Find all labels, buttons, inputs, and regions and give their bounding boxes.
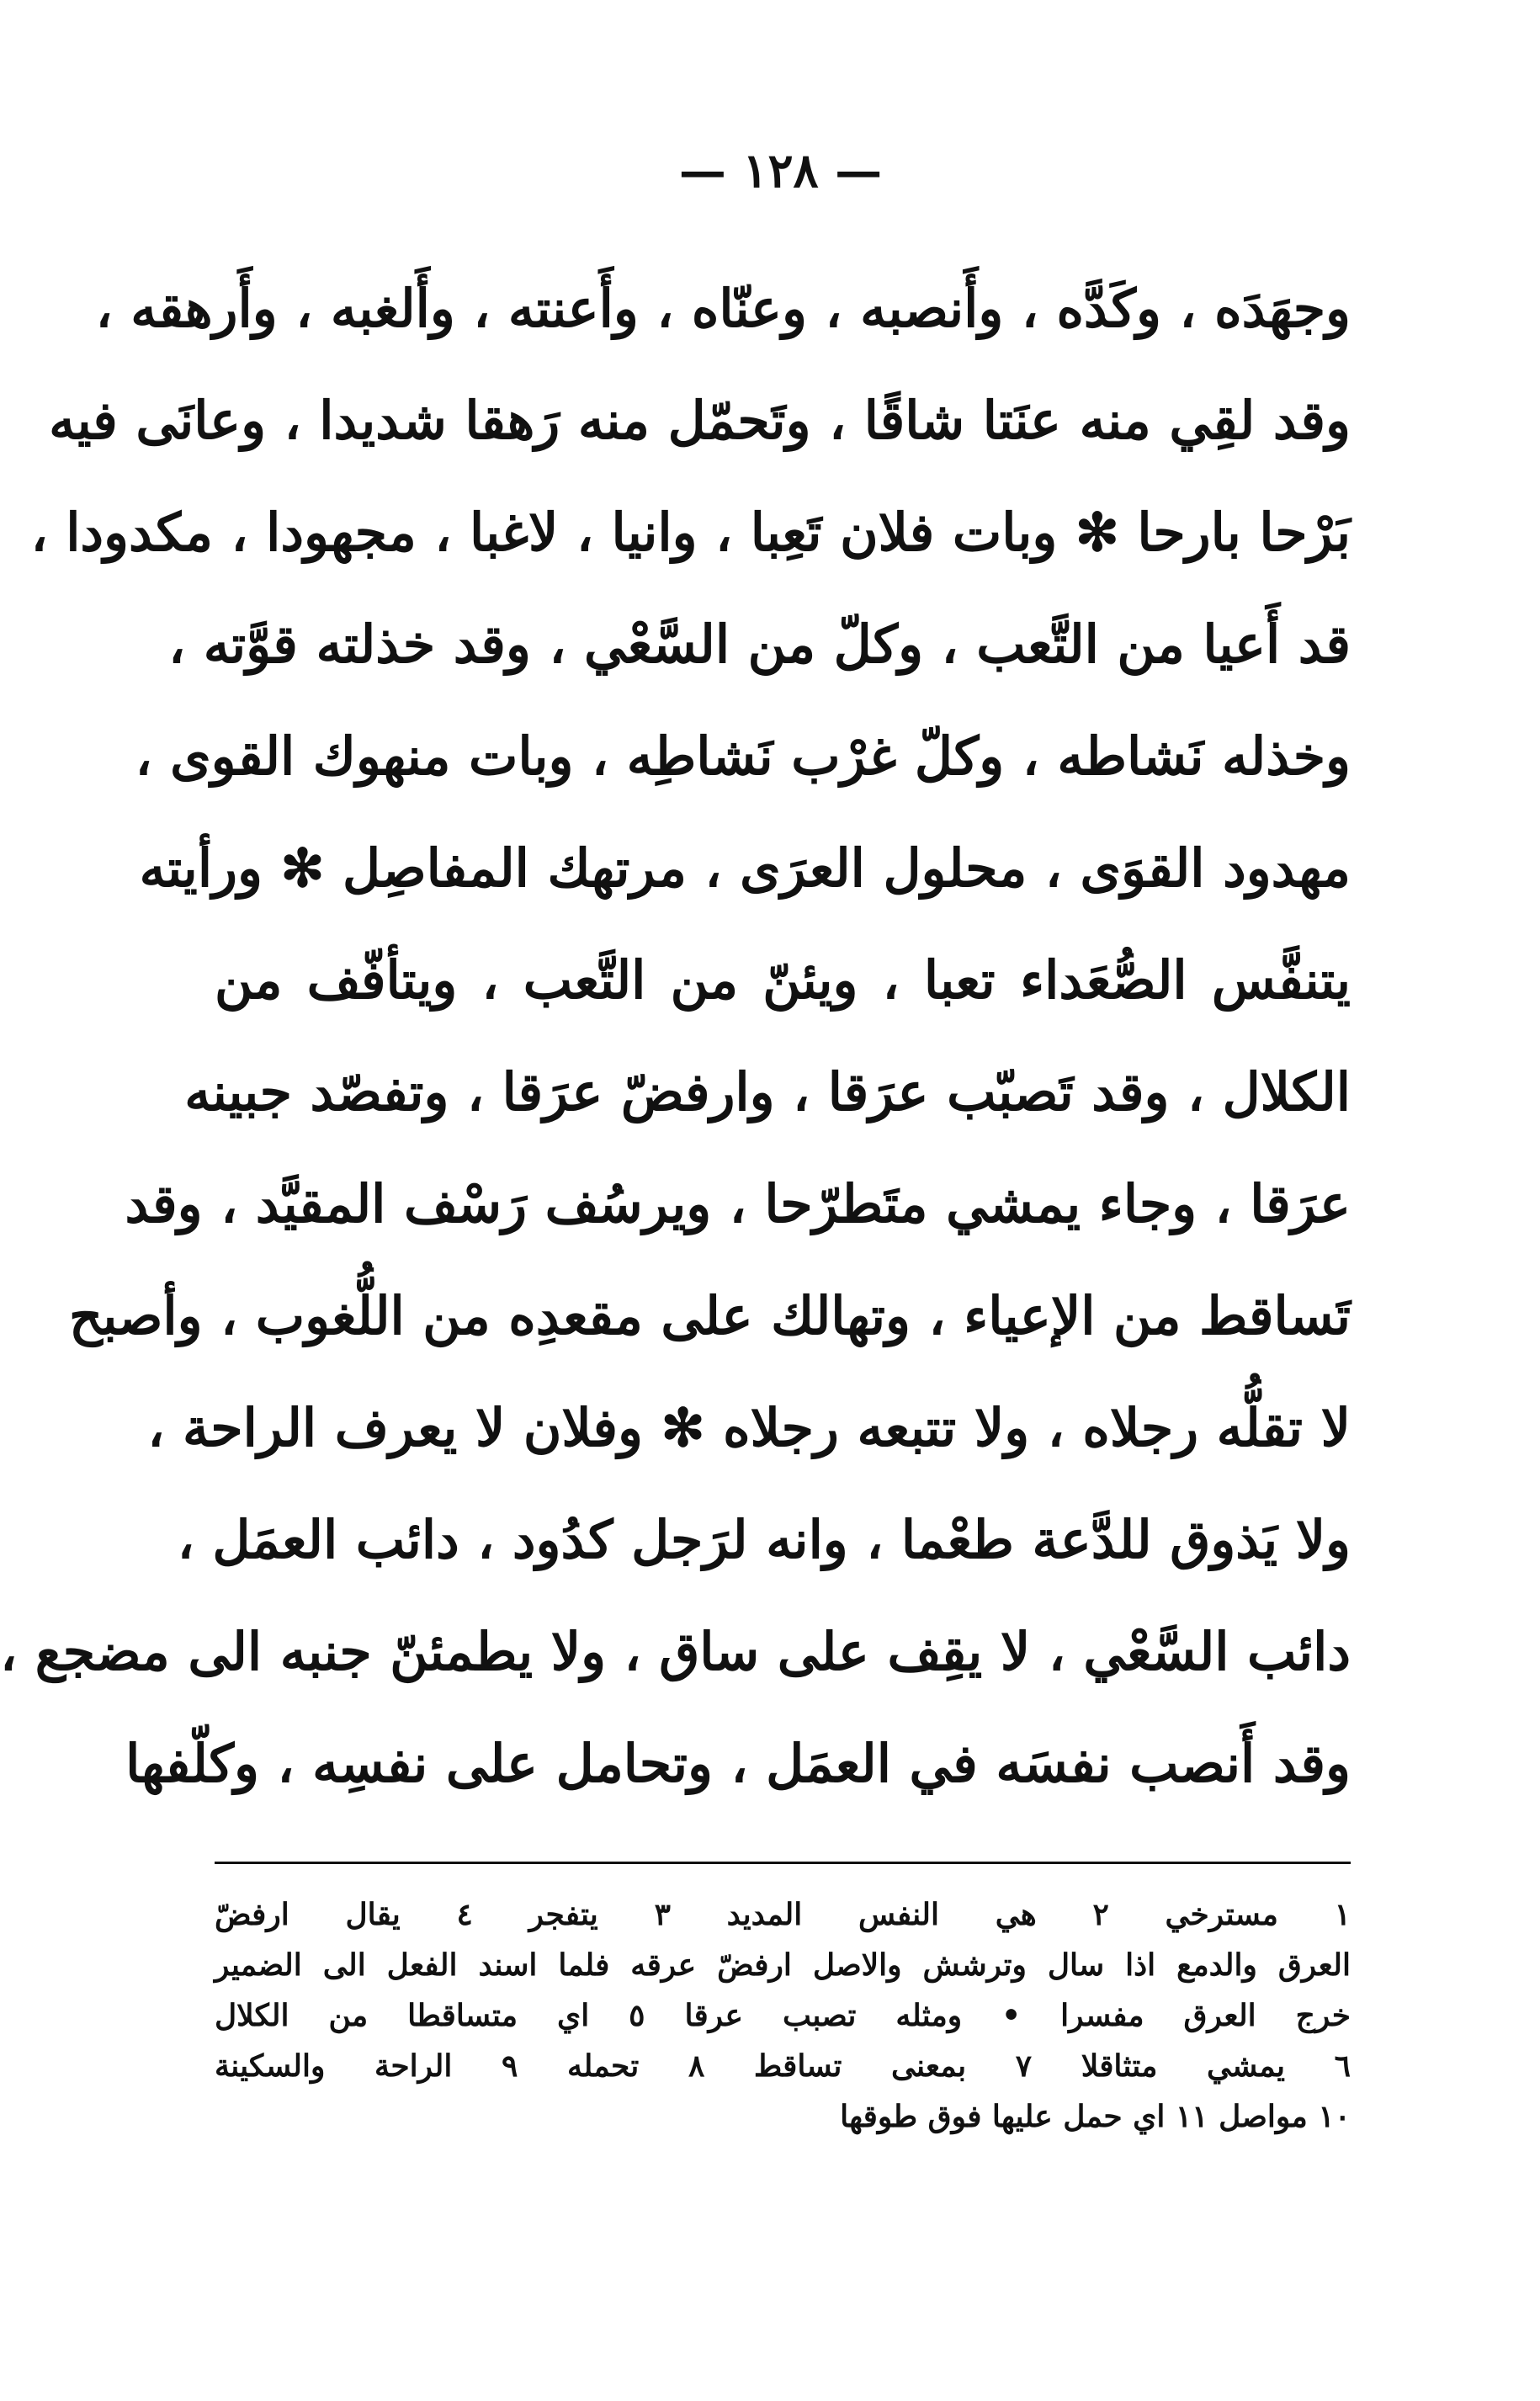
footnote-line: خرج العرق مفسرا • ومثله تصبب عرقا ٥ اي متساقطا من الكلال	[215, 1998, 1351, 2033]
body-line: يتنفَّس الصُّعَداء تعبا ، ويئنّ من التَّعب ، ويتأفّف من	[215, 949, 1351, 1011]
body-line: وقد لقِي منه عنَتا شاقًا ، وتَحمّل منه رَهقا شديدا ، وعانَى فيه	[49, 390, 1351, 451]
body-line: لا تقلُّه رجلاه ، ولا تتبعه رجلاه ✻ وفلان لا يعرف الراحة ،	[147, 1397, 1351, 1458]
footnote-line: ١ مسترخي ٢ هي النفس المديد ٣ يتفجر ٤ يقال ارفضّ	[215, 1897, 1351, 1932]
body-line: دائب السَّعْي ، لا يقِف على ساق ، ولا يطمئنّ جنبه الى مضجع ،	[0, 1621, 1351, 1682]
body-line: مهدود القوَى ، محلول العرَى ، مرتهك المفاصِل ✻ ورأيته	[139, 837, 1351, 899]
body-line: وخذله نَشاطه ، وكلّ غرْب نَشاطِه ، وبات منهوك القوى ،	[135, 725, 1351, 787]
footnote-line: ٦ يمشي متثاقلا ٧ بمعنى تساقط ٨ تحمله ٩ الراحة والسكينة	[215, 2048, 1351, 2084]
body-line: قد أَعيا من التَّعب ، وكلّ من السَّعْي ، وقد خذلته قوَّته ،	[168, 614, 1351, 675]
body-line: ولا يَذوق للدَّعة طعْما ، وانه لرَجل كدُود ، دائب العمَل ،	[177, 1509, 1351, 1570]
body-text	[0, 252, 1351, 1819]
footnote-line: ١٠ مواصل ١١ اي حمل عليها فوق طوقها	[840, 2099, 1351, 2134]
body-line: بَرْحا بارحا ✻ وبات فلان تَعِبا ، وانيا ، لاغبا ، مجهودا ، مكدودا ،	[30, 502, 1351, 563]
body-line: الكلال ، وقد تَصبّب عرَقا ، وارفضّ عرَقا ، وتفصّد جبينه	[184, 1061, 1351, 1123]
footnote-line: العرق والدمع اذا سال وترشش والاصل ارفضّ عرقه فلما اسند الفعل الى الضمير	[215, 1947, 1351, 1983]
footnote-divider	[215, 1862, 1351, 1864]
body-line: عرَقا ، وجاء يمشي متَطرّحا ، ويرسُف رَسْف المقيَّد ، وقد	[125, 1173, 1351, 1235]
footnotes	[215, 1889, 1351, 2142]
body-line: وقد أَنصب نفسَه في العمَل ، وتحامل على نفسِه ، وكلّفها	[125, 1733, 1351, 1794]
body-line: تَساقط من الإعياء ، وتهالك على مقعدِه من اللُّغوب ، وأصبح	[69, 1285, 1351, 1347]
page-number: — ١٢٨ —	[678, 143, 883, 199]
body-line: وجهَدَه ، وكَدَّه ، وأَنصبه ، وعنّاه ، وأَعنته ، وأَلغبه ، وأَرهقه ،	[95, 278, 1351, 339]
